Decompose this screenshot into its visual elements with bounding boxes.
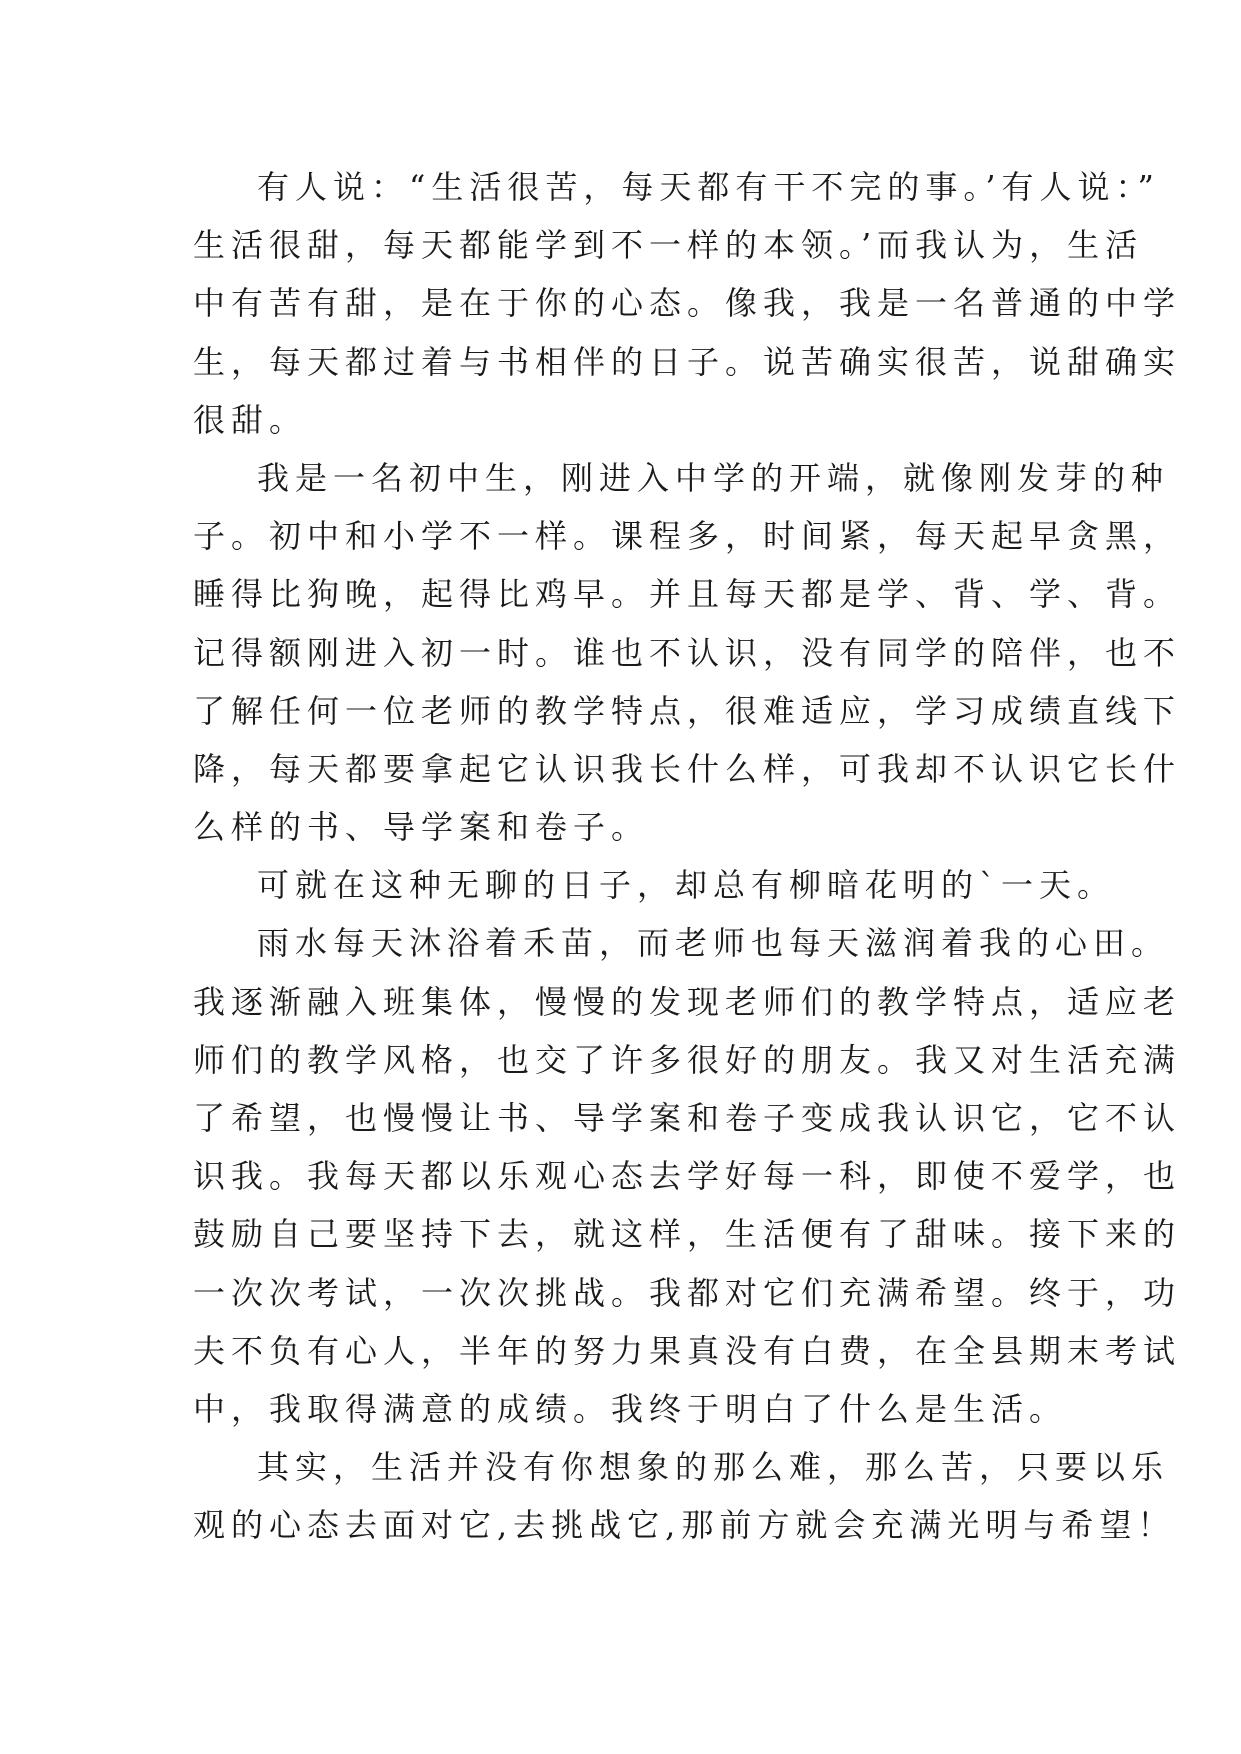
paragraph-4-line-7: 一次次考试，一次次挑战。我都对它们充满希望。终于，功: [193, 1273, 1182, 1312]
paragraph-1-line-3: 中有苦有甜，是在于你的心态。像我，我是一名普通的中学: [193, 284, 1182, 323]
paragraph-4-line-9: 中，我取得满意的成绩。我终于明白了什么是生活。: [193, 1389, 1068, 1428]
paragraph-2-line-2: 子。初中和小学不一样。课程多，时间紧，每天起早贪黑，: [193, 517, 1182, 556]
essay-body: [193, 158, 1182, 1555]
paragraph-4-line-2: 我逐渐融入班集体，慢慢的发现老师们的教学特点，适应老: [193, 982, 1182, 1021]
paragraph-4-line-3: 师们的教学风格，也交了许多很好的朋友。我又对生活充满: [193, 1040, 1182, 1079]
paragraph-4-line-4: 了希望，也慢慢让书、导学案和卷子变成我认识它，它不认: [193, 1099, 1182, 1137]
paragraph-3-line-1: 可就在这种无聊的日子，却总有柳暗花明的`一天。: [257, 866, 1116, 905]
paragraph-2-line-3: 睡得比狗晚，起得比鸡早。并且每天都是学、背、学、背。: [193, 575, 1182, 614]
paragraph-1-line-5: 很甜。: [193, 400, 308, 439]
paragraph-1-line-2: 生活很甜，每天都能学到不一样的本领。’而我认为，生活: [193, 226, 1144, 265]
paragraph-1-line-1: 有人说：“生活很苦，每天都有干不完的事。’有人说：”: [257, 168, 1160, 206]
paragraph-2-line-7: 么样的书、导学案和卷子。: [193, 808, 650, 847]
paragraph-4-line-5: 识我。我每天都以乐观心态去学好每一科，即使不爱学，也: [193, 1157, 1182, 1196]
paragraph-4-line-8: 夫不负有心人，半年的努力果真没有白费，在全县期末考试: [193, 1331, 1182, 1370]
paragraph-2-line-1: 我是一名初中生，刚进入中学的开端，就像刚发芽的种: [257, 458, 1170, 497]
paragraph-2-line-6: 降，每天都要拿起它认识我长什么样，可我却不认识它长什: [193, 749, 1182, 788]
paragraph-2-line-5: 了解任何一位老师的教学特点，很难适应，学习成绩直线下: [193, 691, 1182, 730]
paragraph-2-line-4: 记得额刚进入初一时。谁也不认识，没有同学的陪伴，也不: [193, 633, 1182, 672]
paragraph-4-line-1: 雨水每天沐浴着禾苗，而老师也每天滋润着我的心田。: [257, 924, 1170, 963]
paragraph-4-line-6: 鼓励自己要坚持下去，就这样，生活便有了甜味。接下来的: [193, 1215, 1182, 1254]
paragraph-5-line-2: 观的心态去面对它,去挑战它,那前方就会充满光明与希望！: [193, 1506, 1176, 1545]
paragraph-5-line-1: 其实，生活并没有你想象的那么难，那么苦，只要以乐: [257, 1448, 1170, 1487]
paragraph-1-line-4: 生，每天都过着与书相伴的日子。说苦确实很苦，说甜确实: [193, 342, 1182, 381]
